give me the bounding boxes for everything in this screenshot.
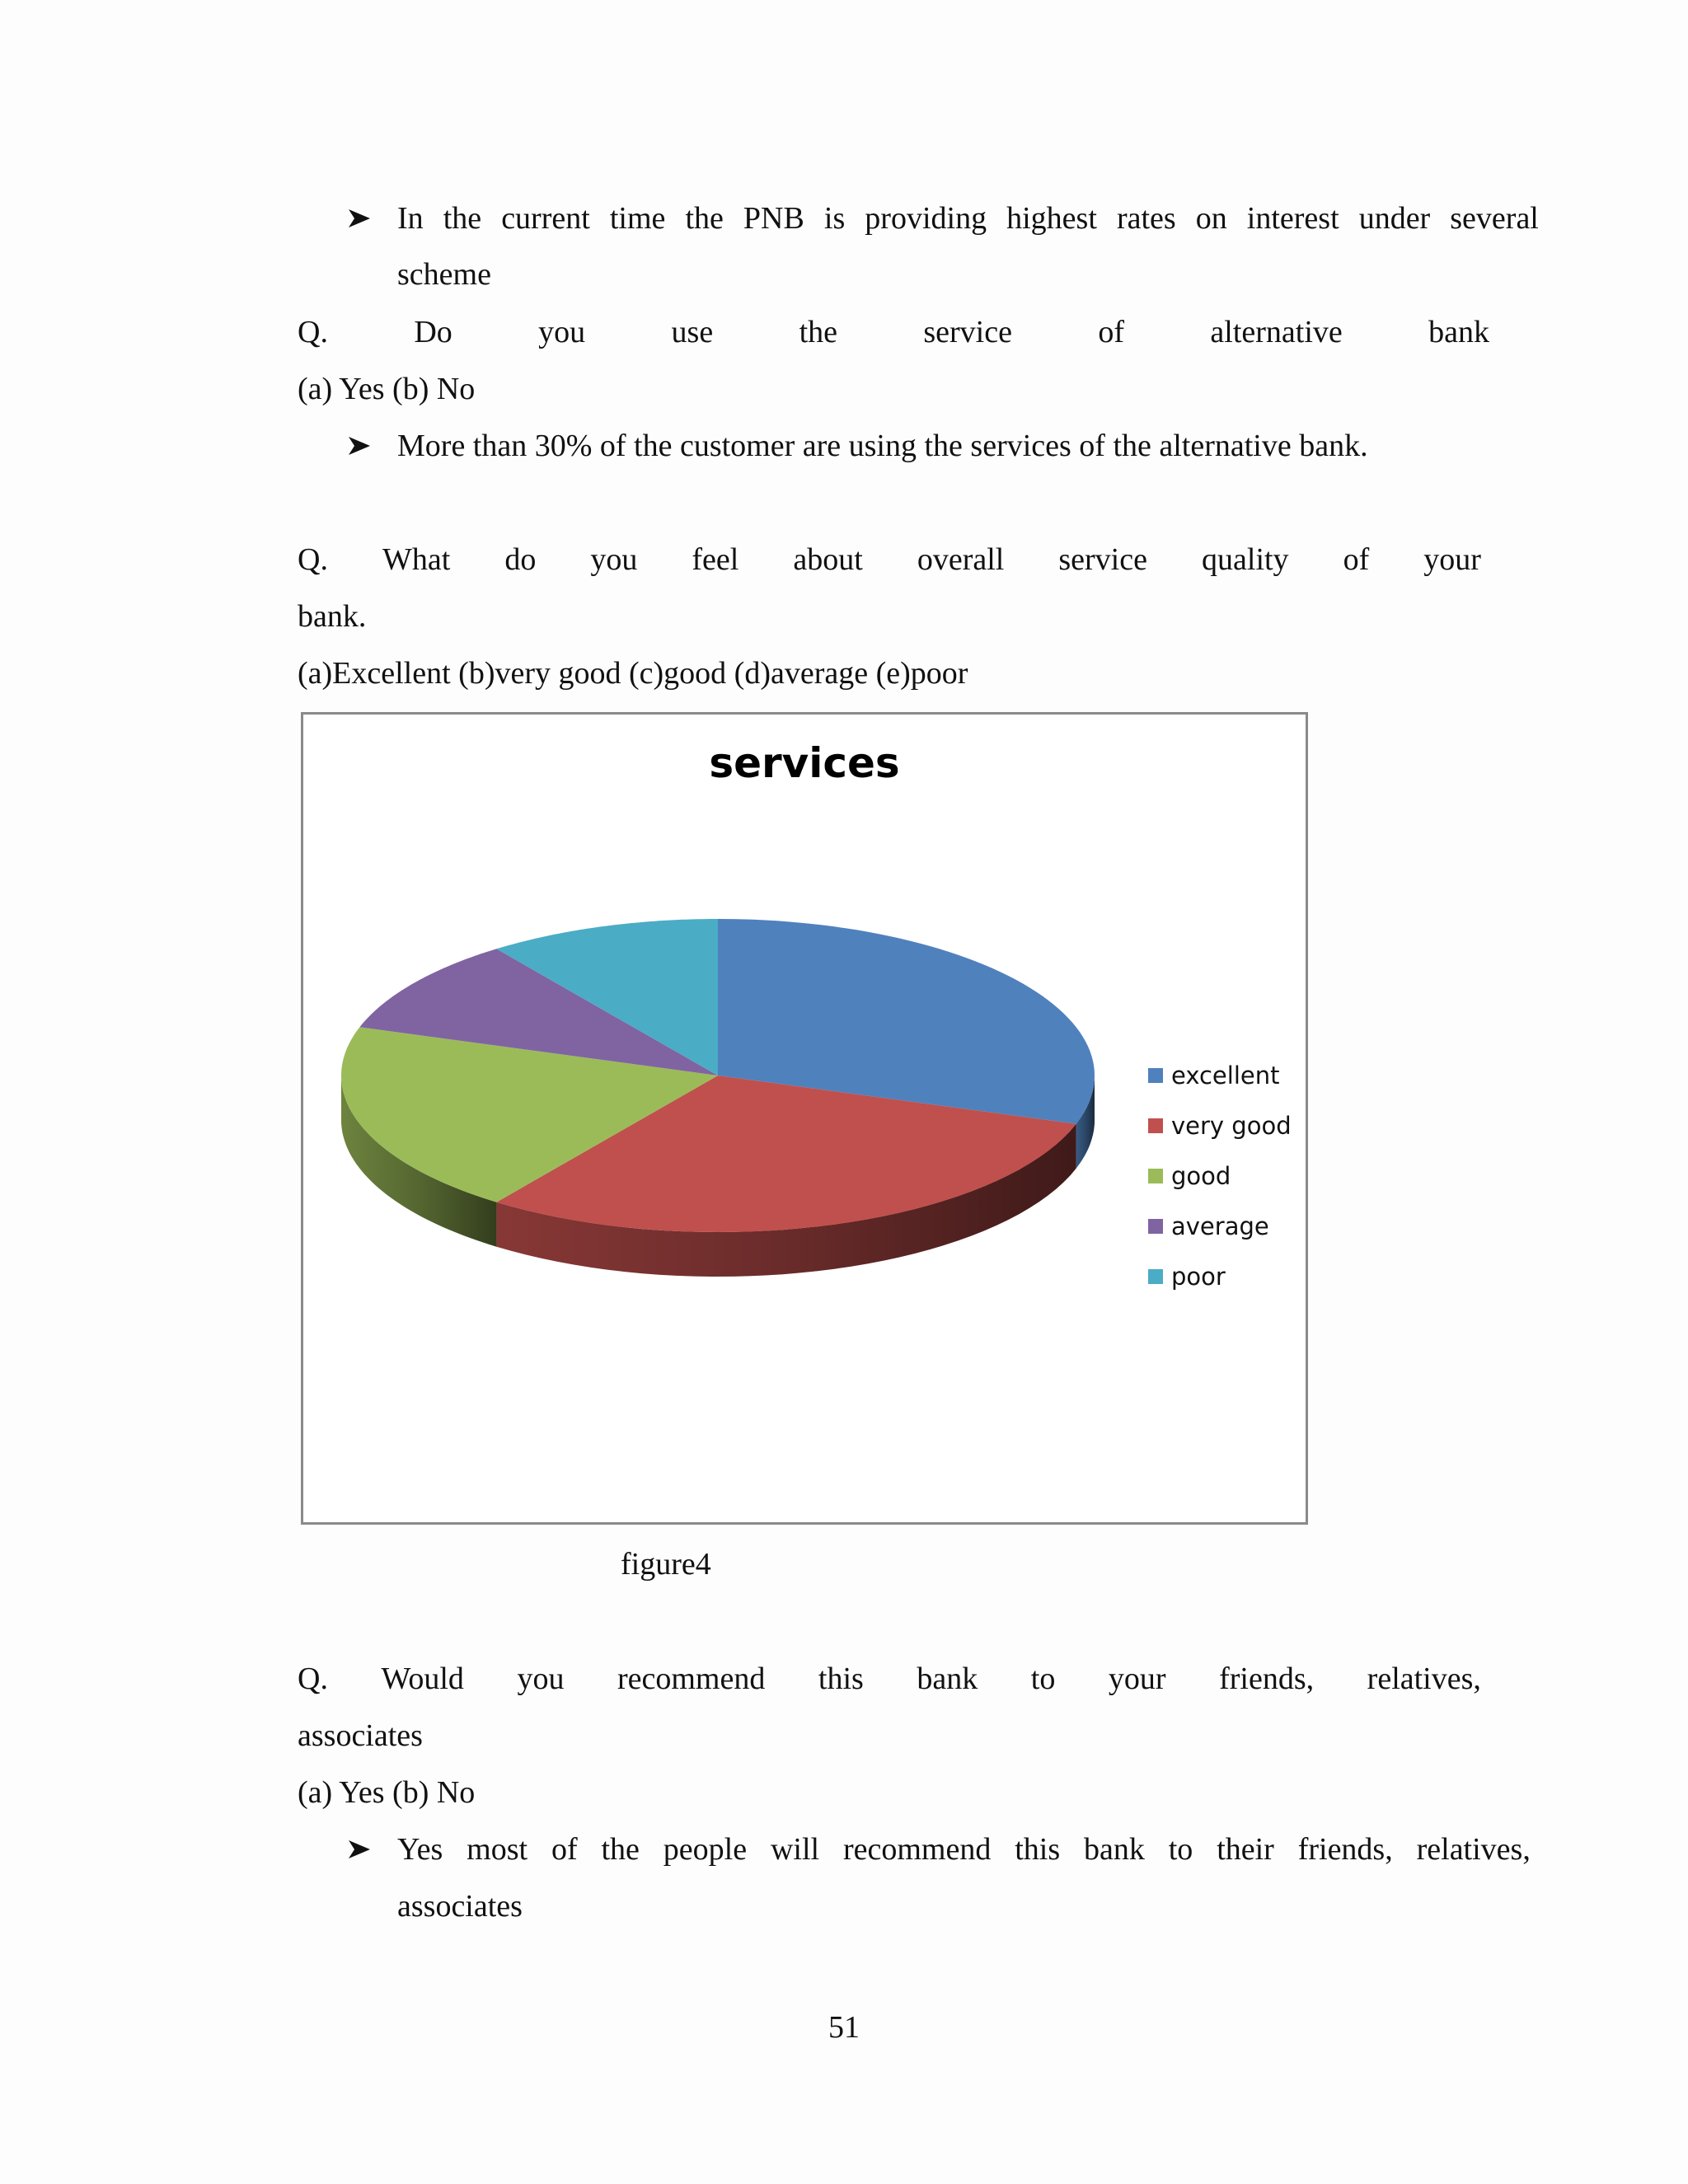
word: the	[443, 201, 482, 236]
legend-label: very good	[1171, 1111, 1292, 1140]
legend-label: poor	[1171, 1262, 1226, 1291]
word: highest	[1006, 201, 1097, 236]
question-2-continuation: bank.	[298, 599, 367, 634]
word: their	[1217, 1832, 1274, 1867]
question-1	[298, 313, 1489, 351]
word: on	[1195, 201, 1227, 236]
page-number: 51	[828, 2010, 860, 2045]
legend-item	[1148, 1050, 1292, 1100]
chart-legend	[1148, 1050, 1292, 1301]
word: PNB	[743, 201, 804, 236]
word: you	[538, 315, 586, 349]
word: under	[1358, 201, 1431, 236]
bullet-2-text: More than 30% of the customer are using the services of the alternative bank.	[397, 429, 1368, 463]
word: friends,	[1219, 1661, 1315, 1696]
legend-item	[1148, 1151, 1292, 1201]
word: of	[551, 1832, 578, 1867]
legend-label: average	[1171, 1212, 1269, 1240]
word: your	[1108, 1661, 1166, 1696]
bullet-3-continuation: associates	[397, 1889, 523, 1924]
arrow-bullet-icon	[347, 199, 372, 237]
bullet-3-text	[397, 1830, 1531, 1868]
legend-item	[1148, 1251, 1292, 1301]
word: you	[590, 542, 638, 577]
chart-title: services	[709, 739, 900, 787]
word: quality	[1202, 542, 1289, 577]
pie-chart	[301, 712, 1308, 1525]
legend-item	[1148, 1100, 1292, 1151]
word: the	[685, 201, 724, 236]
word: bank	[917, 1661, 978, 1696]
question-2-options: (a)Excellent (b)very good (c)good (d)average (e)poor	[298, 656, 968, 691]
word: Q.	[298, 542, 328, 577]
word: bank	[1428, 315, 1489, 349]
word: do	[504, 542, 537, 577]
bullet-1-continuation: scheme	[397, 257, 491, 292]
legend-swatch	[1148, 1169, 1163, 1183]
word: the	[601, 1832, 640, 1867]
word: you	[517, 1661, 565, 1696]
question-3-options: (a) Yes (b) No	[298, 1775, 476, 1810]
word: this	[818, 1661, 864, 1696]
word: feel	[692, 542, 739, 577]
word: interest	[1246, 201, 1339, 236]
word: In	[397, 201, 424, 236]
question-3-continuation: associates	[298, 1718, 423, 1753]
word: Yes	[397, 1832, 443, 1867]
word: overall	[917, 542, 1005, 577]
word: will	[770, 1832, 820, 1867]
question-2	[298, 541, 1481, 579]
legend-swatch	[1148, 1068, 1163, 1083]
word: several	[1450, 201, 1539, 236]
figure-caption: figure4	[621, 1547, 711, 1582]
legend-swatch	[1148, 1118, 1163, 1133]
word: What	[382, 542, 451, 577]
word: current	[501, 201, 590, 236]
word: people	[663, 1832, 748, 1867]
arrow-bullet-icon	[347, 427, 372, 465]
word: Q.	[298, 1661, 328, 1696]
legend-label: excellent	[1171, 1061, 1280, 1090]
arrow-bullet-icon	[347, 1830, 372, 1868]
question-3	[298, 1660, 1481, 1698]
word: recommend	[617, 1661, 766, 1696]
word: service	[923, 315, 1012, 349]
legend-swatch	[1148, 1269, 1163, 1284]
word: service	[1058, 542, 1147, 577]
legend-label: good	[1171, 1161, 1231, 1190]
word: relatives,	[1367, 1661, 1481, 1696]
word: of	[1343, 542, 1370, 577]
word: use	[671, 315, 714, 349]
word: bank	[1084, 1832, 1145, 1867]
word: Would	[381, 1661, 464, 1696]
word: rates	[1116, 201, 1176, 236]
word: Do	[414, 315, 452, 349]
word: the	[799, 315, 837, 349]
legend-swatch	[1148, 1219, 1163, 1234]
word: providing	[865, 201, 987, 236]
word: relatives,	[1416, 1832, 1531, 1867]
word: most	[467, 1832, 528, 1867]
word: this	[1015, 1832, 1061, 1867]
word: about	[793, 542, 863, 577]
word: friends,	[1297, 1832, 1393, 1867]
word: time	[609, 201, 666, 236]
word: recommend	[842, 1832, 992, 1867]
word: of	[1098, 315, 1125, 349]
word: your	[1423, 542, 1481, 577]
word: to	[1168, 1832, 1193, 1867]
legend-item	[1148, 1201, 1292, 1251]
word: Q.	[298, 315, 328, 349]
word: to	[1030, 1661, 1056, 1696]
word: alternative	[1210, 315, 1343, 349]
question-1-options: (a) Yes (b) No	[298, 372, 476, 406]
word: is	[823, 201, 846, 236]
bullet-1-text	[397, 199, 1539, 237]
